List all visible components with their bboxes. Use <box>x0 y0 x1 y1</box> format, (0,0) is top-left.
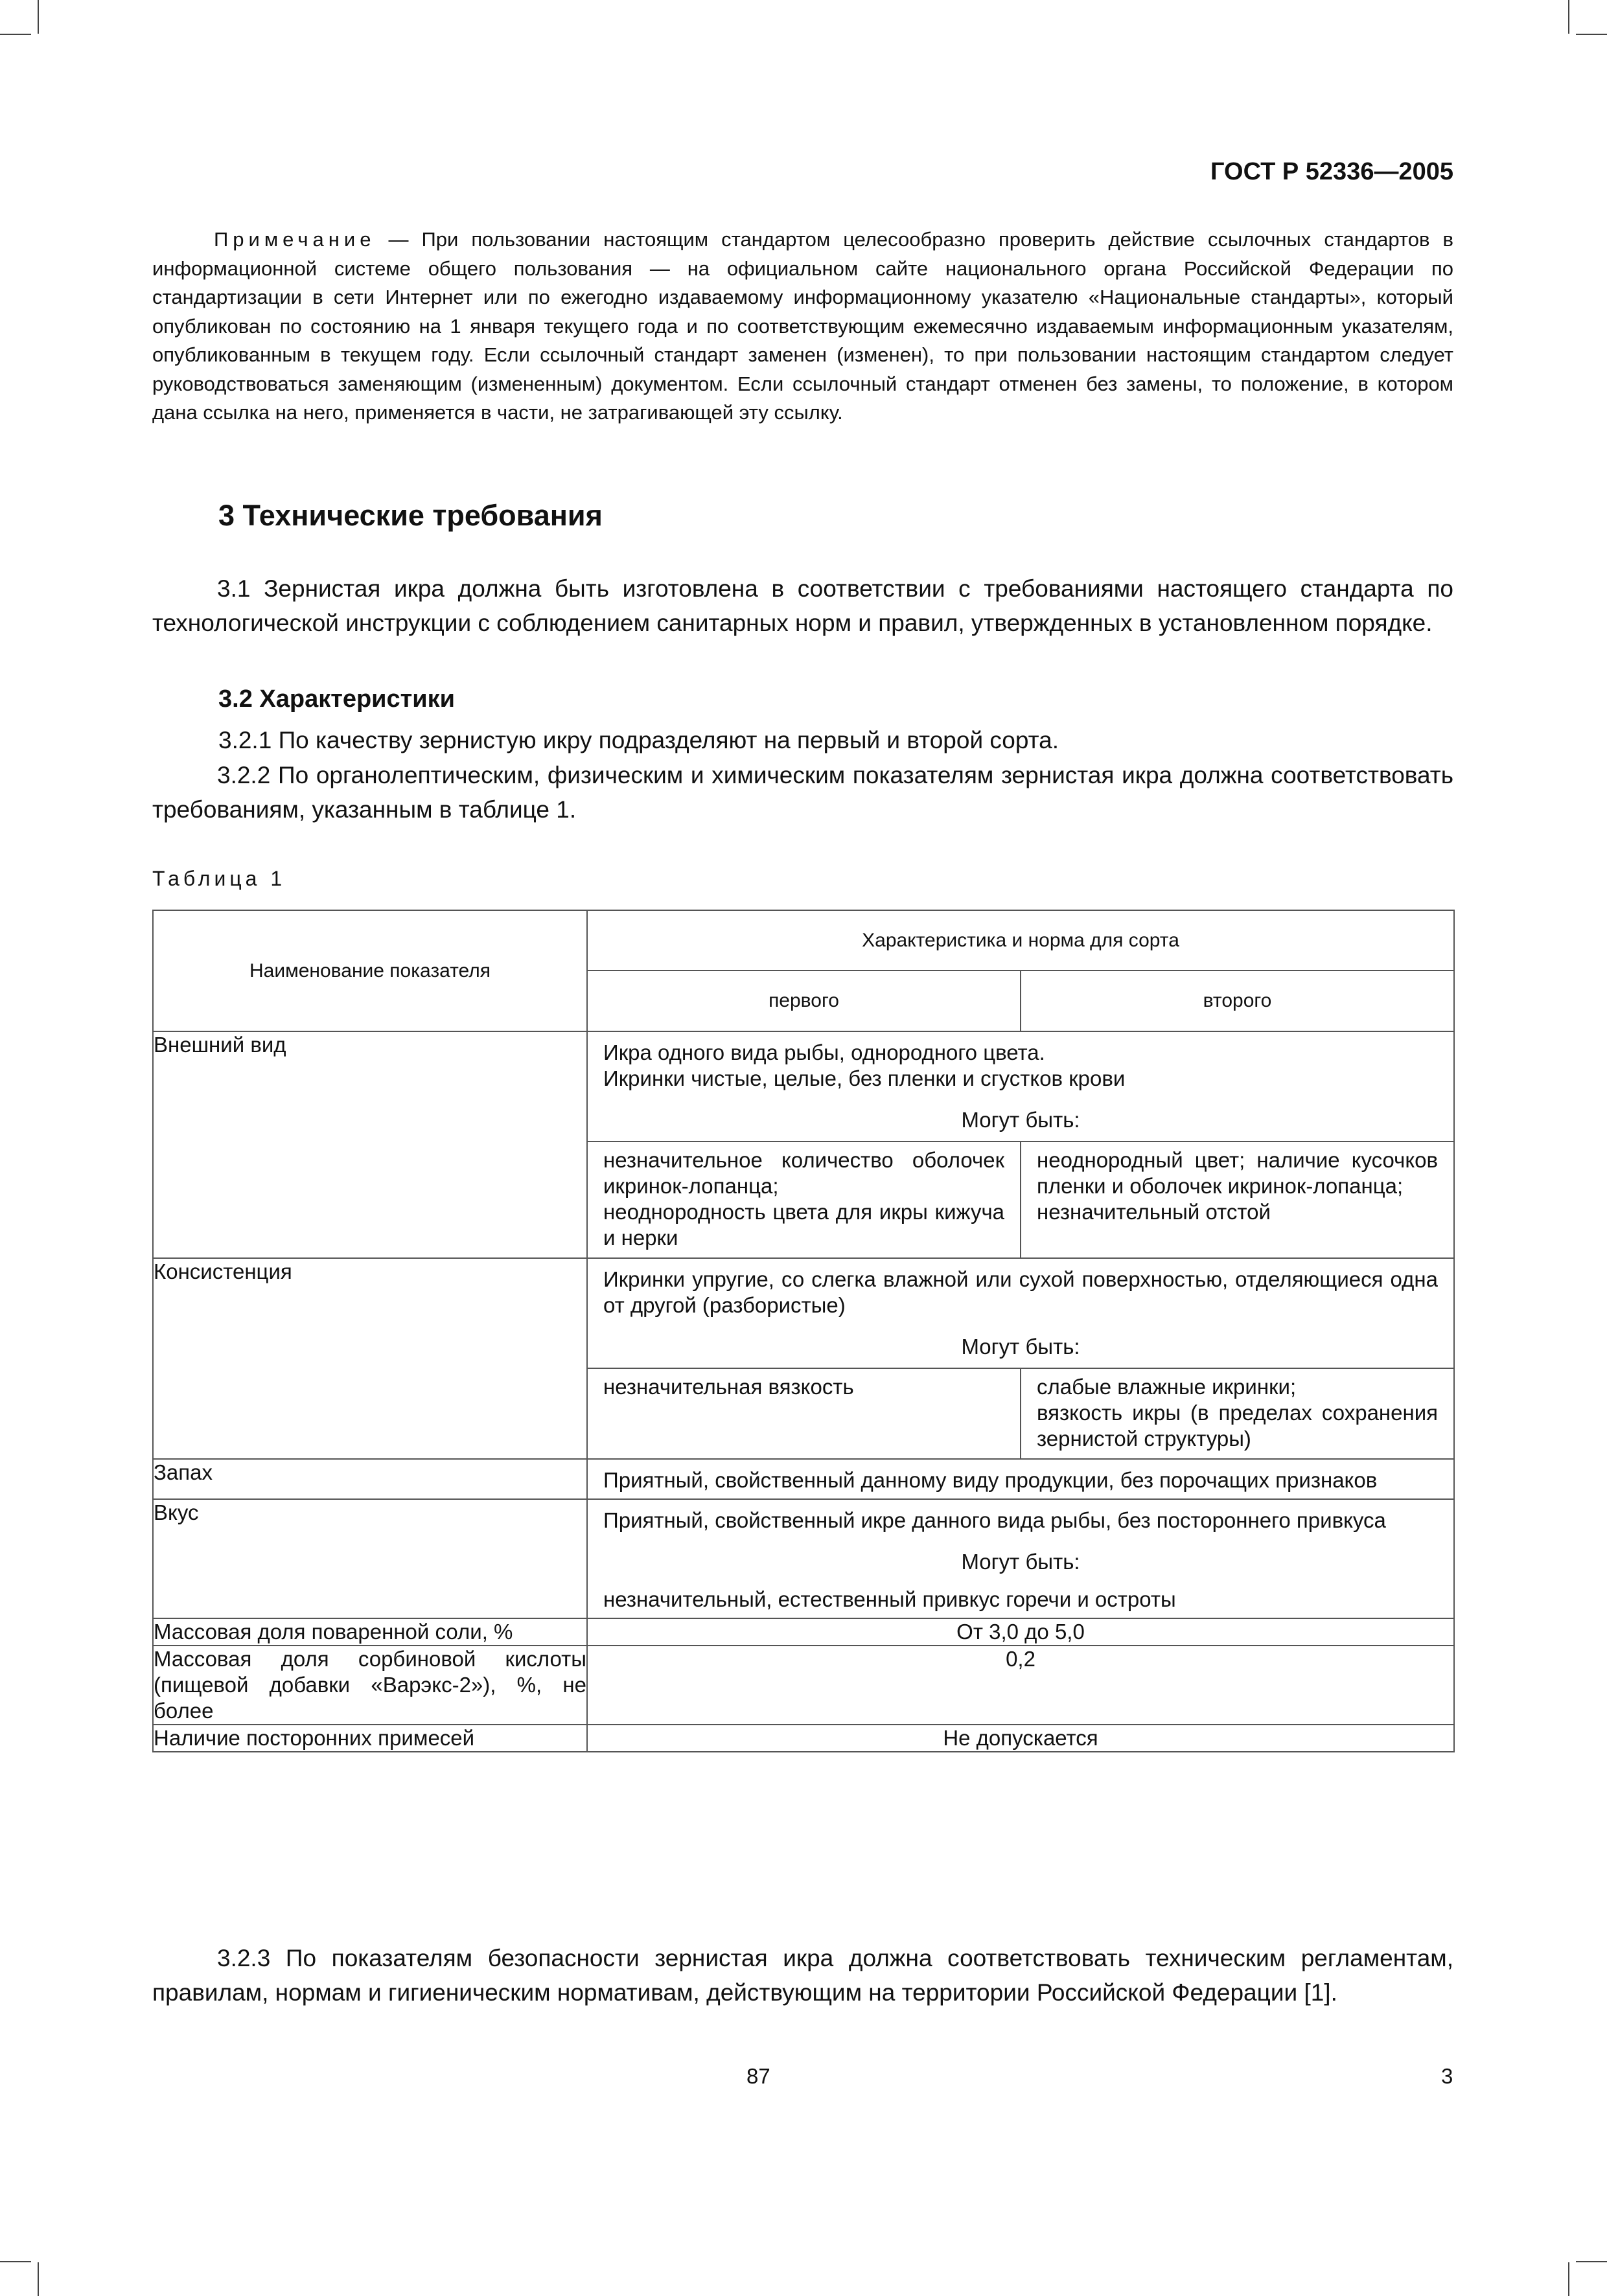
table-row <box>153 1031 1454 1258</box>
crop-mark <box>1568 2262 1569 2296</box>
page-number: 3 <box>1441 2064 1453 2088</box>
value-line: вязкость икры (в пределах сохранения зернистой структуры) <box>1037 1401 1439 1451</box>
paragraph-3-1 <box>152 571 1453 640</box>
row-value <box>587 1459 1454 1499</box>
col-header-first: первого <box>587 970 1021 1031</box>
paragraph-3-2-2-text: 3.2.2 По органолептическим, физическим и химическим показателям зернистая икра должна соответствовать требованиям, указанным в таблице 1. <box>152 762 1453 823</box>
table-caption: Таблица 1 <box>152 867 286 890</box>
paragraph-3-1-text: 3.1 Зернистая икра должна быть изготовлена в соответствии с требованиями настоящего стандарта по технологической инструкции с соблюдением санитарных норм и правил, утвержденных в установленном порядке. <box>152 575 1453 636</box>
value-line: слабые влажные икринки; <box>1037 1375 1297 1399</box>
table-row <box>153 1499 1454 1618</box>
value-line: незначительный отстой <box>1037 1200 1271 1224</box>
second-grade-value <box>1020 1369 1453 1458</box>
row-name: Консистенция <box>153 1258 587 1459</box>
col-header-group: Характеристика и норма для сорта <box>587 910 1454 970</box>
row-name: Запах <box>153 1459 587 1499</box>
value-line: Приятный, свойственный данному виду продукции, без порочащих признаков <box>603 1468 1378 1492</box>
note-text: — При пользовании настоящим стандартом целесообразно проверить действие ссылочных стандартов в информационной системе общего пользования — на официальном сайте национального органа Российской Федерации по стандартизации в сети Интернет или по ежегодно издаваемому информационному указателю «Национальные стандарты», который опубликован по состоянию на 1 января текущего года и по соответствующим ежемесячно издаваемым информационным указателям, опубликованным в текущем году. Если ссылочный стандарт заменен (изменен), то при пользовании настоящим стандартом следует руководствоваться заменяющим (измененным) документом. Если ссылочный стандарт отменен без замены, то положение, в котором дана ссылка на него, применяется в части, не затрагивающей эту ссылку. <box>152 228 1453 424</box>
row-value <box>587 1258 1454 1459</box>
row-value: 0,2 <box>587 1646 1454 1725</box>
section-title: 3 Технические требования <box>218 499 603 532</box>
row-value: От 3,0 до 5,0 <box>587 1618 1454 1646</box>
value-line: Приятный, свойственный икре данного вида рыбы, без постороннего привкуса <box>603 1508 1386 1532</box>
table-row <box>153 1459 1454 1499</box>
row-value <box>587 1031 1454 1258</box>
note-label: Примечание <box>214 228 376 251</box>
col-header-second: второго <box>1021 970 1454 1031</box>
row-name: Внешний вид <box>153 1031 587 1258</box>
value-line: Икринки чистые, целые, без пленки и сгустков крови <box>603 1066 1126 1090</box>
value-line: неоднородность цвета для икры кижуча и нерки <box>603 1200 1005 1250</box>
center-page-number: 87 <box>746 2064 770 2088</box>
col-header-name: Наименование показателя <box>153 910 587 1031</box>
first-grade-value <box>588 1142 1020 1257</box>
value-line: неоднородный цвет; наличие кусочков пленки и оболочек икринок-лопанца; <box>1037 1148 1439 1198</box>
may-be-label: Могут быть: <box>961 1550 1080 1574</box>
second-grade-value <box>1020 1142 1453 1257</box>
crop-mark <box>38 2262 39 2296</box>
subsection-title: 3.2 Характеристики <box>218 685 456 713</box>
table-row <box>153 1258 1454 1459</box>
crop-mark <box>0 2261 31 2262</box>
first-grade-value: незначительная вязкость <box>603 1375 854 1399</box>
crop-mark <box>1568 0 1569 34</box>
crop-mark <box>0 34 31 35</box>
crop-mark <box>38 0 39 34</box>
table-row <box>153 1725 1454 1752</box>
value-line: незначительный, естественный привкус горечи и остроты <box>603 1587 1176 1611</box>
table-row <box>153 1646 1454 1725</box>
crop-mark <box>1576 2261 1607 2262</box>
may-be-label: Могут быть: <box>961 1108 1080 1132</box>
paragraph-3-2-3 <box>152 1941 1453 2010</box>
row-name: Массовая доля поваренной соли, % <box>153 1618 587 1646</box>
row-name: Вкус <box>153 1499 587 1618</box>
value-line: незначительное количество оболочек икринок-лопанца; <box>603 1148 1005 1198</box>
value-line: Икринки упругие, со слегка влажной или сухой поверхностью, отделяющиеся одна от другой (разбористые) <box>603 1267 1439 1317</box>
may-be-label: Могут быть: <box>961 1335 1080 1359</box>
row-value: Не допускается <box>587 1725 1454 1752</box>
paragraph-3-2-2 <box>152 758 1453 827</box>
crop-mark <box>1576 34 1607 35</box>
paragraph-3-2-3-text: 3.2.3 По показателям безопасности зернистая икра должна соответствовать техническим регламентам, правилам, нормам и гигиеническим нормативам, действующим на территории Российской Федерации [1]. <box>152 1945 1453 2006</box>
note-paragraph <box>152 225 1453 428</box>
document-code: ГОСТ Р 52336—2005 <box>1210 158 1453 185</box>
row-value <box>587 1499 1454 1618</box>
table-row <box>153 1618 1454 1646</box>
row-name: Массовая доля сорбиновой кислоты (пищевой добавки «Варэкс-2»), %, не более <box>153 1646 587 1725</box>
row-name: Наличие посторонних примесей <box>153 1725 587 1752</box>
value-line: Икра одного вида рыбы, однородного цвета. <box>603 1040 1045 1064</box>
paragraph-3-2-1: 3.2.1 По качеству зернистую икру подразделяют на первый и второй сорта. <box>218 727 1059 753</box>
spec-table <box>152 910 1455 1752</box>
